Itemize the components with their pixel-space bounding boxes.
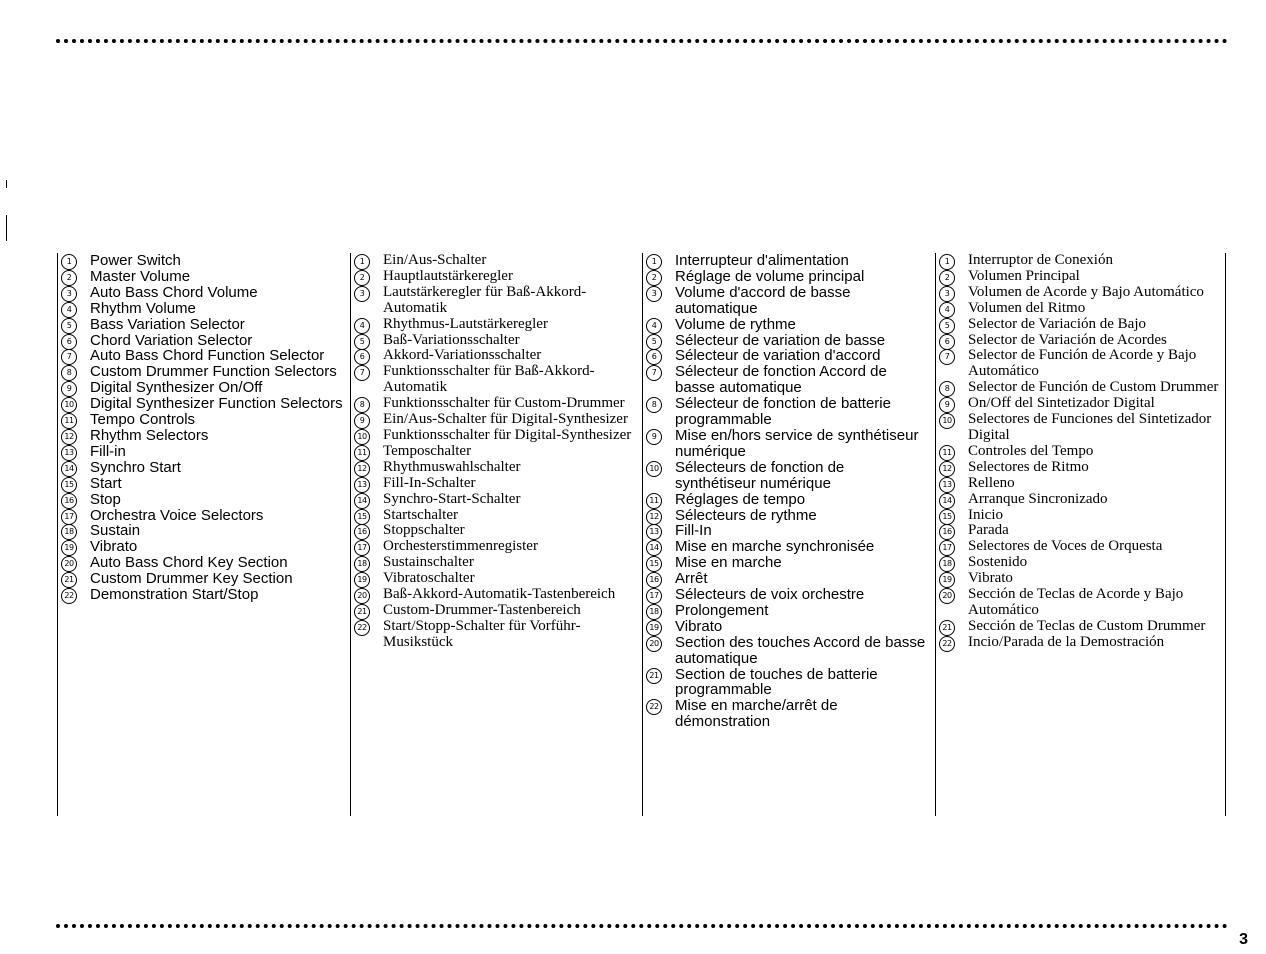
item-label: Vibrato bbox=[90, 538, 138, 556]
item-label: Rhythmuswahlschalter bbox=[383, 458, 521, 475]
list-item bbox=[646, 364, 928, 396]
item-label: Parada bbox=[968, 522, 1009, 539]
item-label: Sélecteurs de voix orchestre bbox=[675, 586, 865, 604]
list-item bbox=[646, 396, 928, 428]
list-item bbox=[646, 587, 928, 603]
item-number-badge: 16 bbox=[646, 572, 662, 588]
list-item bbox=[939, 539, 1219, 555]
item-label: Sostenido bbox=[968, 554, 1028, 571]
item-number-badge: 1 bbox=[61, 254, 77, 270]
item-number-badge: 13 bbox=[646, 524, 662, 540]
item-number-badge: 6 bbox=[939, 334, 955, 350]
item-number-badge: 6 bbox=[646, 349, 662, 365]
item-label: Section de touches de batterie programmable bbox=[675, 665, 878, 699]
item-label: Vibrato bbox=[675, 617, 723, 635]
list-item bbox=[61, 301, 345, 317]
list-item bbox=[61, 333, 345, 349]
item-label: Akkord-Variationsschalter bbox=[383, 347, 542, 364]
item-label: Mise en/hors service de synthétiseur numérique bbox=[675, 426, 919, 460]
item-number-badge: 2 bbox=[354, 270, 370, 286]
item-number-badge: 8 bbox=[646, 397, 662, 413]
item-number-badge: 20 bbox=[939, 588, 955, 604]
item-label: Interrupteur d'alimentation bbox=[675, 252, 849, 269]
list-item bbox=[354, 412, 638, 428]
item-label: Sélecteurs de fonction de synthétiseur numérique bbox=[675, 458, 845, 492]
item-number-badge: 13 bbox=[354, 477, 370, 493]
list-item bbox=[646, 619, 928, 635]
item-number-badge: 9 bbox=[939, 397, 955, 413]
list-item bbox=[939, 523, 1219, 539]
item-label: Vibrato bbox=[968, 570, 1013, 587]
item-label: Baß-Variationsschalter bbox=[383, 331, 520, 348]
item-number-badge: 11 bbox=[939, 445, 955, 461]
item-label: Orchesterstimmenregister bbox=[383, 538, 538, 555]
item-number-badge: 22 bbox=[61, 588, 77, 604]
item-label: Sustain bbox=[90, 522, 141, 540]
item-label: Digital Synthesizer On/Off bbox=[90, 379, 263, 397]
item-label: Hauptlautstärkeregler bbox=[383, 267, 513, 284]
item-number-badge: 5 bbox=[939, 318, 955, 334]
item-number-badge: 21 bbox=[646, 668, 662, 684]
item-number-badge: 3 bbox=[646, 286, 662, 302]
item-label: Start/Stopp-Schalter für Vorführ-Musikstück bbox=[383, 617, 581, 650]
item-number-badge: 19 bbox=[646, 620, 662, 636]
item-list bbox=[354, 253, 638, 651]
item-label: Section des touches Accord de basse automatique bbox=[675, 633, 926, 667]
item-number-badge: 13 bbox=[61, 445, 77, 461]
item-number-badge: 7 bbox=[939, 349, 955, 365]
item-label: Digital Synthesizer Function Selectors bbox=[90, 395, 343, 413]
item-number-badge: 10 bbox=[61, 397, 77, 413]
item-number-badge: 22 bbox=[939, 636, 955, 652]
item-label: Volumen Principal bbox=[968, 267, 1080, 284]
item-label: Tempo Controls bbox=[90, 411, 196, 429]
item-number-badge: 22 bbox=[354, 620, 370, 636]
item-label: Selectores de Funciones del Sintetizador Digital bbox=[968, 411, 1212, 443]
item-number-badge: 21 bbox=[939, 620, 955, 636]
list-item bbox=[646, 428, 928, 460]
item-label: Lautstärkeregler für Baß-Akkord-Automatik bbox=[383, 283, 587, 316]
item-label: Volume de rythme bbox=[675, 315, 796, 333]
item-number-badge: 17 bbox=[646, 588, 662, 604]
item-number-badge: 22 bbox=[646, 699, 662, 715]
list-item bbox=[939, 348, 1219, 380]
list-item bbox=[354, 348, 638, 364]
item-label: Ein/Aus-Schalter für Digital-Synthesizer bbox=[383, 411, 628, 428]
list-item bbox=[354, 317, 638, 333]
item-label: Auto Bass Chord Key Section bbox=[90, 554, 288, 572]
list-item bbox=[354, 508, 638, 524]
list-item bbox=[646, 460, 928, 492]
item-number-badge: 10 bbox=[939, 413, 955, 429]
list-item bbox=[939, 444, 1219, 460]
item-number-badge: 6 bbox=[61, 334, 77, 350]
item-label: Selectores de Voces de Orquesta bbox=[968, 538, 1163, 555]
list-item bbox=[61, 396, 345, 412]
item-number-badge: 14 bbox=[61, 461, 77, 477]
list-item bbox=[354, 523, 638, 539]
item-label: Sélecteur de fonction Accord de basse automatique bbox=[675, 363, 887, 397]
column-divider bbox=[1225, 253, 1226, 816]
column-german bbox=[350, 253, 638, 816]
item-number-badge: 12 bbox=[61, 429, 77, 445]
item-label: Selector de Variación de Acordes bbox=[968, 331, 1167, 348]
item-number-badge: 5 bbox=[354, 334, 370, 350]
item-number-badge: 14 bbox=[646, 540, 662, 556]
item-number-badge: 17 bbox=[61, 509, 77, 525]
item-number-badge: 7 bbox=[354, 365, 370, 381]
item-label: Funktionsschalter für Baß-Akkord-Automatik bbox=[383, 363, 595, 396]
item-label: Fill-In-Schalter bbox=[383, 474, 476, 491]
item-number-badge: 9 bbox=[646, 429, 662, 445]
top-dotted-rule bbox=[56, 39, 1228, 43]
item-number-badge: 3 bbox=[354, 286, 370, 302]
item-label: Rhythm Volume bbox=[90, 299, 196, 317]
list-item bbox=[354, 571, 638, 587]
item-number-badge: 10 bbox=[354, 429, 370, 445]
list-item bbox=[354, 285, 638, 317]
item-number-badge: 18 bbox=[939, 556, 955, 572]
item-label: Réglages de tempo bbox=[675, 490, 806, 508]
item-number-badge: 1 bbox=[354, 254, 370, 270]
item-number-badge: 1 bbox=[939, 254, 955, 270]
item-label: Custom Drummer Function Selectors bbox=[90, 363, 337, 381]
list-item bbox=[61, 269, 345, 285]
item-number-badge: 4 bbox=[61, 302, 77, 318]
item-label: Custom-Drummer-Tastenbereich bbox=[383, 601, 581, 618]
item-number-badge: 2 bbox=[646, 270, 662, 286]
list-item bbox=[646, 635, 928, 667]
item-number-badge: 19 bbox=[61, 540, 77, 556]
list-item bbox=[646, 698, 928, 730]
list-item bbox=[939, 555, 1219, 571]
bottom-dotted-rule bbox=[56, 924, 1228, 928]
list-item bbox=[61, 523, 345, 539]
list-item bbox=[354, 333, 638, 349]
list-item bbox=[354, 253, 638, 269]
item-number-badge: 14 bbox=[354, 493, 370, 509]
list-item bbox=[61, 317, 345, 333]
item-number-badge: 4 bbox=[939, 302, 955, 318]
item-label: Start bbox=[90, 474, 122, 492]
item-number-badge: 7 bbox=[646, 365, 662, 381]
item-number-badge: 14 bbox=[939, 493, 955, 509]
item-label: Funktionsschalter für Custom-Drummer bbox=[383, 395, 625, 412]
list-item bbox=[939, 587, 1219, 619]
item-label: Synchro Start bbox=[90, 458, 181, 476]
page-number: 3 bbox=[1239, 931, 1248, 948]
list-item bbox=[354, 476, 638, 492]
list-item bbox=[61, 412, 345, 428]
list-item bbox=[61, 364, 345, 380]
item-label: Power Switch bbox=[90, 252, 181, 269]
list-item bbox=[646, 539, 928, 555]
item-label: Chord Variation Selector bbox=[90, 331, 253, 349]
list-item bbox=[646, 269, 928, 285]
item-label: Baß-Akkord-Automatik-Tastenbereich bbox=[383, 586, 616, 603]
item-label: Auto Bass Chord Volume bbox=[90, 283, 258, 301]
list-item bbox=[61, 492, 345, 508]
item-number-badge: 16 bbox=[939, 524, 955, 540]
item-label: Synchro-Start-Schalter bbox=[383, 490, 521, 507]
item-label: Arranque Sincronizado bbox=[968, 490, 1108, 507]
item-number-badge: 11 bbox=[354, 445, 370, 461]
list-item bbox=[939, 412, 1219, 444]
list-item bbox=[61, 587, 345, 603]
list-item bbox=[939, 635, 1219, 651]
item-number-badge: 20 bbox=[354, 588, 370, 604]
list-item bbox=[61, 348, 345, 364]
list-item bbox=[939, 253, 1219, 269]
list-item bbox=[354, 444, 638, 460]
item-label: Temposchalter bbox=[383, 442, 472, 459]
list-item bbox=[646, 523, 928, 539]
list-item bbox=[61, 428, 345, 444]
item-label: Selector de Función de Acorde y Bajo Automático bbox=[968, 347, 1197, 380]
list-item bbox=[61, 539, 345, 555]
list-item bbox=[646, 333, 928, 349]
item-label: Sélecteur de variation d'accord bbox=[675, 347, 881, 365]
item-number-badge: 9 bbox=[354, 413, 370, 429]
list-item bbox=[61, 253, 345, 269]
item-label: Selector de Función de Custom Drummer bbox=[968, 379, 1219, 396]
item-label: Startschalter bbox=[383, 506, 458, 523]
list-item bbox=[354, 396, 638, 412]
list-item bbox=[646, 555, 928, 571]
column-spanish bbox=[935, 253, 1219, 816]
item-number-badge: 11 bbox=[61, 413, 77, 429]
item-list bbox=[939, 253, 1219, 651]
item-number-badge: 13 bbox=[939, 477, 955, 493]
item-label: Selector de Variación de Bajo bbox=[968, 315, 1146, 332]
item-number-badge: 4 bbox=[354, 318, 370, 334]
item-number-badge: 20 bbox=[646, 636, 662, 652]
item-number-badge: 20 bbox=[61, 556, 77, 572]
item-label: Sección de Teclas de Acorde y Bajo Automático bbox=[968, 586, 1184, 618]
item-number-badge: 21 bbox=[61, 572, 77, 588]
item-label: Ein/Aus-Schalter bbox=[383, 252, 487, 268]
item-label: Relleno bbox=[968, 474, 1015, 491]
item-list bbox=[646, 253, 928, 730]
item-label: Rhythm Selectors bbox=[90, 426, 209, 444]
item-label: Arrêt bbox=[675, 570, 708, 588]
list-item bbox=[646, 317, 928, 333]
list-item bbox=[354, 460, 638, 476]
list-item bbox=[939, 476, 1219, 492]
list-item bbox=[646, 508, 928, 524]
item-label: Incio/Parada de la Demostración bbox=[968, 633, 1165, 650]
item-label: Controles del Tempo bbox=[968, 442, 1094, 459]
list-item bbox=[61, 508, 345, 524]
item-number-badge: 1 bbox=[646, 254, 662, 270]
list-item bbox=[61, 380, 345, 396]
item-number-badge: 15 bbox=[939, 509, 955, 525]
list-item bbox=[354, 492, 638, 508]
item-label: Interruptor de Conexión bbox=[968, 252, 1113, 268]
list-item bbox=[939, 508, 1219, 524]
item-number-badge: 6 bbox=[354, 349, 370, 365]
list-item bbox=[354, 587, 638, 603]
item-label: Vibratoschalter bbox=[383, 570, 475, 587]
list-item bbox=[61, 476, 345, 492]
item-number-badge: 12 bbox=[939, 461, 955, 477]
item-number-badge: 2 bbox=[939, 270, 955, 286]
item-label: Sélecteurs de rythme bbox=[675, 506, 817, 524]
list-item bbox=[939, 571, 1219, 587]
item-label: Sélecteur de fonction de batterie programmable bbox=[675, 395, 891, 429]
item-number-badge: 19 bbox=[354, 572, 370, 588]
item-number-badge: 2 bbox=[61, 270, 77, 286]
column-french bbox=[642, 253, 928, 816]
margin-tick bbox=[6, 215, 7, 241]
list-item bbox=[354, 539, 638, 555]
list-item bbox=[354, 555, 638, 571]
item-number-badge: 18 bbox=[61, 524, 77, 540]
margin-tick bbox=[6, 180, 7, 188]
item-number-badge: 8 bbox=[939, 381, 955, 397]
item-number-badge: 18 bbox=[354, 556, 370, 572]
item-label: Sélecteur de variation de basse bbox=[675, 331, 886, 349]
item-label: Volumen de Acorde y Bajo Automático bbox=[968, 283, 1204, 300]
item-number-badge: 4 bbox=[646, 318, 662, 334]
item-number-badge: 12 bbox=[646, 509, 662, 525]
item-label: Mise en marche bbox=[675, 554, 782, 572]
item-label: Stoppschalter bbox=[383, 522, 465, 539]
list-item bbox=[646, 571, 928, 587]
list-item bbox=[939, 317, 1219, 333]
list-item bbox=[939, 269, 1219, 285]
item-number-badge: 16 bbox=[61, 493, 77, 509]
item-number-badge: 7 bbox=[61, 349, 77, 365]
item-number-badge: 21 bbox=[354, 604, 370, 620]
item-number-badge: 18 bbox=[646, 604, 662, 620]
item-number-badge: 5 bbox=[646, 334, 662, 350]
item-label: Selectores de Ritmo bbox=[968, 458, 1089, 475]
list-item bbox=[939, 285, 1219, 301]
item-number-badge: 5 bbox=[61, 318, 77, 334]
list-item bbox=[61, 444, 345, 460]
list-item bbox=[354, 619, 638, 651]
item-label: Sustainschalter bbox=[383, 554, 474, 571]
list-item bbox=[61, 285, 345, 301]
item-label: Mise en marche/arrêt de démonstration bbox=[675, 697, 838, 731]
list-item bbox=[646, 667, 928, 699]
item-number-badge: 11 bbox=[646, 493, 662, 509]
item-label: Volume d'accord de basse automatique bbox=[675, 283, 851, 317]
list-item bbox=[354, 269, 638, 285]
item-label: Sección de Teclas de Custom Drummer bbox=[968, 617, 1206, 634]
list-item bbox=[354, 364, 638, 396]
item-label: On/Off del Sintetizador Digital bbox=[968, 395, 1155, 412]
item-label: Auto Bass Chord Function Selector bbox=[90, 347, 325, 365]
list-item bbox=[646, 492, 928, 508]
list-item bbox=[939, 301, 1219, 317]
list-item bbox=[939, 333, 1219, 349]
list-item bbox=[939, 492, 1219, 508]
item-label: Funktionsschalter für Digital-Synthesizer bbox=[383, 426, 632, 443]
item-number-badge: 8 bbox=[354, 397, 370, 413]
list-item bbox=[61, 460, 345, 476]
item-label: Rhythmus-Lautstärkeregler bbox=[383, 315, 548, 332]
item-label: Mise en marche synchronisée bbox=[675, 538, 875, 556]
list-item bbox=[646, 603, 928, 619]
item-number-badge: 9 bbox=[61, 381, 77, 397]
item-label: Custom Drummer Key Section bbox=[90, 570, 293, 588]
list-item bbox=[939, 619, 1219, 635]
list-item bbox=[646, 285, 928, 317]
item-number-badge: 10 bbox=[646, 461, 662, 477]
item-label: Volumen del Ritmo bbox=[968, 299, 1086, 316]
list-item bbox=[61, 555, 345, 571]
item-number-badge: 15 bbox=[61, 477, 77, 493]
item-number-badge: 15 bbox=[354, 509, 370, 525]
list-item bbox=[646, 253, 928, 269]
item-number-badge: 3 bbox=[939, 286, 955, 302]
item-label: Demonstration Start/Stop bbox=[90, 586, 259, 604]
item-label: Bass Variation Selector bbox=[90, 315, 245, 333]
item-label: Inicio bbox=[968, 506, 1003, 523]
item-number-badge: 16 bbox=[354, 524, 370, 540]
list-item bbox=[61, 571, 345, 587]
list-item bbox=[939, 396, 1219, 412]
item-label: Prolongement bbox=[675, 601, 769, 619]
item-number-badge: 15 bbox=[646, 556, 662, 572]
item-number-badge: 17 bbox=[939, 540, 955, 556]
item-number-badge: 19 bbox=[939, 572, 955, 588]
item-label: Stop bbox=[90, 490, 121, 508]
list-item bbox=[939, 460, 1219, 476]
item-label: Master Volume bbox=[90, 267, 191, 285]
item-number-badge: 3 bbox=[61, 286, 77, 302]
item-label: Réglage de volume principal bbox=[675, 267, 865, 285]
list-item bbox=[354, 603, 638, 619]
list-item bbox=[939, 380, 1219, 396]
column-english bbox=[57, 253, 345, 816]
item-number-badge: 17 bbox=[354, 540, 370, 556]
list-item bbox=[354, 428, 638, 444]
item-label: Fill-in bbox=[90, 442, 126, 460]
list-item bbox=[646, 348, 928, 364]
item-list bbox=[61, 253, 345, 603]
item-number-badge: 12 bbox=[354, 461, 370, 477]
item-label: Orchestra Voice Selectors bbox=[90, 506, 264, 524]
item-label: Fill-In bbox=[675, 522, 712, 540]
item-number-badge: 8 bbox=[61, 365, 77, 381]
